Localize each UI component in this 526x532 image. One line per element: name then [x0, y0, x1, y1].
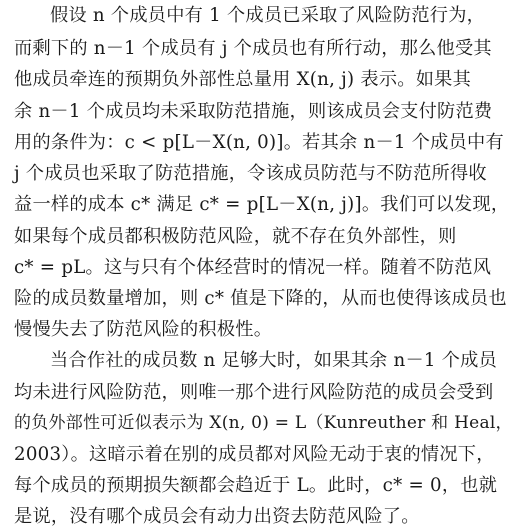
paragraph-1-line-5: 用的条件为：c < p[L－X(n, 0)]。若其余 n－1 个成员中有 [14, 132, 504, 153]
paragraph-2-line-4: 2003）。这暗示着在别的成员都对风险无动于衷的情况下， [14, 444, 495, 465]
paragraph-1-line-4: 余 n－1 个成员均未采取防范措施，则该成员会支付防范费 [14, 101, 493, 122]
paragraph-2-line-3: 的负外部性可近似表示为 X(n, 0) = L（Kunreuther 和 Heal， [14, 413, 513, 433]
paragraph-1-line-1: 假设 n 个成员中有 1 个成员已采取了风险防范行为， [50, 5, 486, 26]
paragraph-1-line-7: 益一样的成本 c* 满足 c* = p[L－X(n, j)]。我们可以发现， [14, 194, 510, 215]
paragraph-1-line-3: 他成员牵连的预期负外部性总量用 X(n, j) 表示。如果其 [14, 69, 472, 90]
paragraph-1-line-11: 慢慢失去了防范风险的积极性。 [14, 319, 273, 340]
paragraph-1-line-2: 而剩下的 n－1 个成员有 j 个成员也有所行动，那么他受其 [14, 38, 492, 59]
paragraph-1-line-10: 险的成员数量增加，则 c* 值是下降的，从而也使得该成员也 [14, 288, 507, 309]
paragraph-1-line-8: 如果每个成员都积极防范风险，就不存在负外部性，则 [14, 226, 457, 247]
paragraph-1-line-9: c* = pL。这与只有个体经营时的情况一样。随着不防范风 [14, 257, 492, 278]
paragraph-2-line-6: 是说，没有哪个成员会有动力出资去防范风险了。 [14, 506, 420, 527]
paragraph-2-line-5: 每个成员的预期损失额都会趋近于 L。此时，c* = 0，也就 [14, 475, 498, 496]
paragraph-2-line-2: 均未进行风险防范，则唯一那个进行风险防范的成员会受到 [14, 382, 494, 403]
paragraph-2-line-1: 当合作社的成员数 n 足够大时，如果其余 n－1 个成员 [50, 350, 498, 371]
paragraph-1-line-6: j 个成员也采取了防范措施，令该成员防范与不防范所得收 [14, 163, 487, 184]
